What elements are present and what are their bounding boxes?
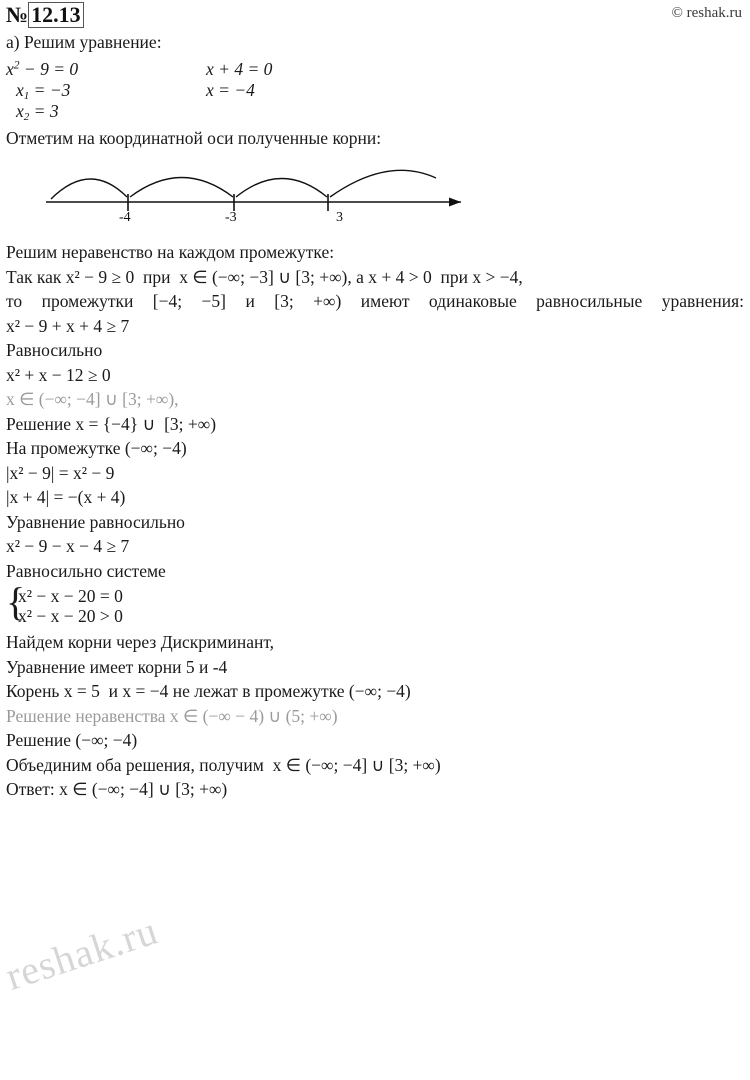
step-union: Объединим оба решения, получим x ∈ (−∞; −4] ∪ [3; +∞) xyxy=(6,754,441,775)
label-equation-equivalent: Уравнение равносильно xyxy=(6,511,185,532)
step-intro: а) Решим уравнение: xyxy=(6,32,162,52)
copyright-notice: © reshak.ru xyxy=(671,5,742,21)
equation-row-3 xyxy=(6,101,746,122)
partial-solution-2: Решение (−∞; −4) xyxy=(6,730,138,751)
step-since: Так как x² − 9 ≥ 0 при x ∈ (−∞; −3] ∪ [3; +∞), а x + 4 > 0 при x > −4, xyxy=(6,266,523,287)
step-mark-roots: Отметим на координатной оси полученные корни: xyxy=(6,127,382,148)
equation-row-2 xyxy=(6,80,746,101)
abs-expansion-2: |x + 4| = −(x + 4) xyxy=(6,487,126,507)
task-number-value: 12.13 xyxy=(28,2,84,28)
ineq-3: x² − 9 − x − 4 ≥ 7 xyxy=(6,536,130,556)
ineq-2: x² + x − 12 ≥ 0 xyxy=(6,364,111,385)
interval-answer-gray: x ∈ (−∞; −4] ∪ [3; +∞), xyxy=(6,389,179,409)
interval-header: На промежутке (−∞; −4) xyxy=(6,438,187,458)
system-line-2: x² − x − 20 > 0 xyxy=(18,605,123,626)
step-roots: Уравнение имеет корни 5 и -4 xyxy=(6,656,228,677)
step-solve-each: Решим неравенство на каждом промежутке: xyxy=(6,242,335,262)
ineq-1: x² − 9 + x + 4 ≥ 7 xyxy=(6,315,130,336)
ineq-solution-gray: Решение неравенства x ∈ (−∞ − 4) ∪ (5; +∞) xyxy=(6,705,338,726)
equation-left-2: $x_1 = -3$ xyxy=(16,79,71,102)
number-line-svg xyxy=(6,154,506,234)
abs-expansion-1: |x² − 9| = x² − 9 xyxy=(6,462,115,483)
equation-left-3: $x_2 = 3$ xyxy=(16,100,59,123)
equation-left-1: $x^2 - 9 = 0$ xyxy=(6,58,79,79)
step-intervals: то промежутки [−4; −5] и [3; +∞) имеют одинаковые равносильные уравнения: xyxy=(6,291,744,311)
task-number-prefix: № xyxy=(6,2,29,27)
number-line-figure xyxy=(6,154,746,234)
label-equivalent-1: Равносильно xyxy=(6,340,103,360)
equation-row-1 xyxy=(6,59,746,80)
system-line-1: x² − x − 20 = 0 xyxy=(18,586,123,606)
label-equivalent-system: Равносильно системе xyxy=(6,560,166,581)
tick-label-minus4: -4 xyxy=(119,210,131,225)
equation-right-1: x + 4 = 0 xyxy=(206,58,273,79)
tick-label-3: 3 xyxy=(336,210,343,225)
task-number xyxy=(6,2,84,28)
system-brace-icon: { xyxy=(6,579,26,624)
partial-solution-1: Решение x = {−4} ∪ [3; +∞) xyxy=(6,413,217,434)
solution-body xyxy=(6,34,746,806)
system-of-equations xyxy=(6,579,746,626)
equation-right-2: x = −4 xyxy=(206,79,255,100)
tick-label-minus3: -3 xyxy=(225,210,237,225)
step-roots-check: Корень x = 5 и x = −4 не лежат в промежутке (−∞; −4) xyxy=(6,681,411,702)
final-answer: Ответ: x ∈ (−∞; −4] ∪ [3; +∞) xyxy=(6,779,228,800)
watermark: reshak.ru xyxy=(0,907,164,999)
page-header xyxy=(0,0,750,30)
step-discriminant: Найдем корни через Дискриминант, xyxy=(6,632,275,653)
